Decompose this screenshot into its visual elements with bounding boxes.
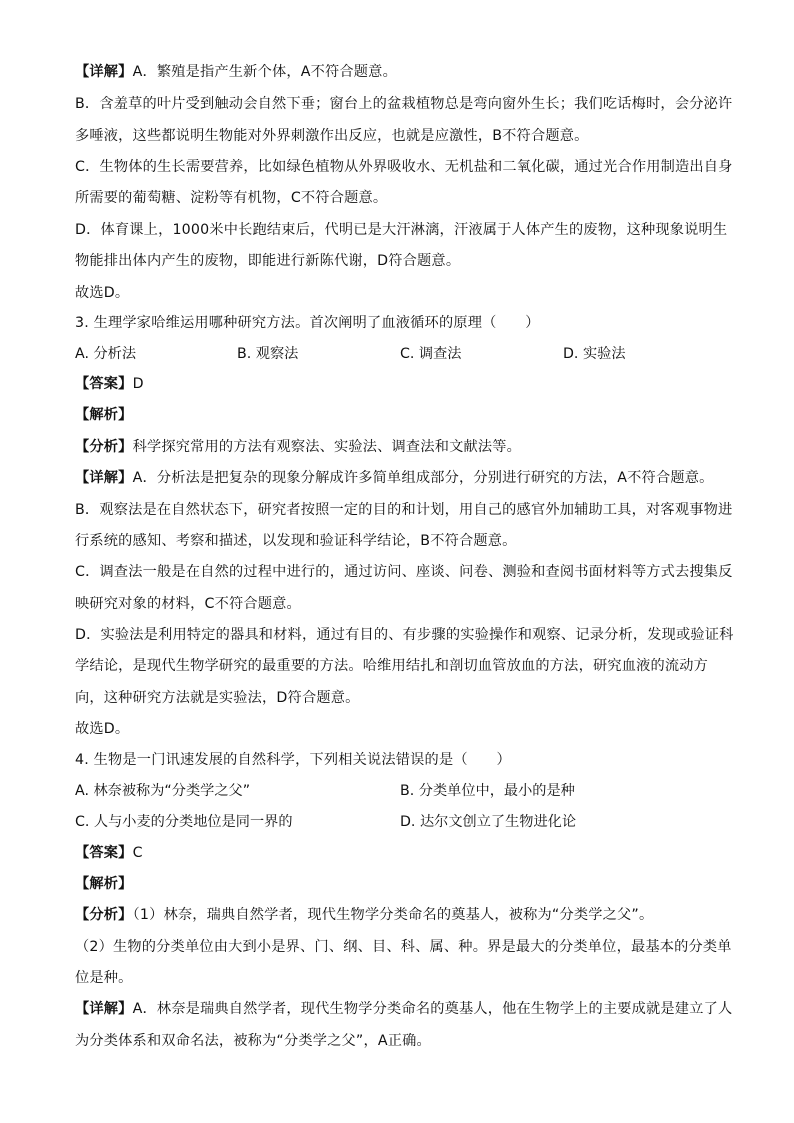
q4-detail-a-line1 bbox=[75, 999, 754, 1019]
q4-detail-a-text: A．林奈是瑞典自然学者，现代生物学分类命名的奠基人，他在生物学上的主要成就是建立了人 bbox=[132, 1001, 733, 1017]
detail-tag: 【详解】 bbox=[75, 1001, 133, 1017]
q3-detail-a-text: A．分析法是把复杂的现象分解成许多简单组成部分，分别进行研究的方法，A不符合题意。 bbox=[132, 470, 714, 486]
q3-stem: 3. 生理学家哈维运用哪种研究方法。首次阐明了血液循环的原理（ ） bbox=[75, 315, 540, 331]
q3-fenxi-text: 科学探究常用的方法有观察法、实验法、调查法和文献法等。 bbox=[132, 439, 522, 455]
fenxi-tag: 【分析】 bbox=[75, 439, 133, 455]
q4-option-c: C. 人与小麦的分类地位是同一界的 bbox=[75, 814, 293, 830]
q4-detail-a-line2: 为分类体系和双命名法，被称为“分类学之父”，A正确。 bbox=[75, 1033, 431, 1049]
answer-tag: 【答案】 bbox=[75, 845, 133, 861]
q3-analysis-heading bbox=[75, 405, 754, 425]
q3-option-b: B. 观察法 bbox=[237, 346, 299, 362]
q4-fenxi-2-line2: 位是种。 bbox=[75, 970, 133, 986]
q3-choose: 故选D。 bbox=[75, 721, 130, 737]
q3-answer bbox=[75, 374, 754, 394]
q3-answer-value: D bbox=[132, 376, 144, 392]
q2-choose: 故选D。 bbox=[75, 285, 130, 301]
analysis-tag: 【解析】 bbox=[75, 876, 133, 892]
q3-detail-c-line1: C．调查法一般是在自然的过程中进行的，通过访问、座谈、问卷、测验和查阅书面材料等方式去搜集反 bbox=[75, 564, 733, 580]
q2-detail-d-line1: D．体育课上，1000米中长跑结束后，代明已是大汗淋漓，汗液属于人体产生的废物，这种现象说明生 bbox=[75, 222, 728, 238]
q4-answer-value: C bbox=[132, 845, 143, 861]
q3-detail-d-line2: 学结论，是现代生物学研究的最重要的方法。哈维用结扎和剖切血管放血的方法，研究血液的流动方 bbox=[75, 658, 709, 674]
q3-detail-b-line1: B．观察法是在自然状态下，研究者按照一定的目的和计划，用自己的感官外加辅助工具，对客观事物进 bbox=[75, 502, 733, 518]
q3-option-c: C. 调查法 bbox=[400, 346, 462, 362]
q2-detail-b-line1: B．含羞草的叶片受到触动会自然下垂；窗台上的盆栽植物总是弯向窗外生长；我们吃话梅时，会分泌许 bbox=[75, 96, 733, 112]
q3-detail-d-line1: D．实验法是利用特定的器具和材料，通过有目的、有步骤的实验操作和观察、记录分析，发现或验证科 bbox=[75, 627, 734, 643]
q3-option-a: A. 分析法 bbox=[75, 346, 137, 362]
fenxi-tag: 【分析】 bbox=[75, 907, 133, 923]
q3-detail-d-line3: 向，这种研究方法就是实验法，D符合题意。 bbox=[75, 690, 360, 706]
detail-tag: 【详解】 bbox=[75, 64, 133, 80]
q3-detail-c-line2: 映研究对象的材料，C不符合题意。 bbox=[75, 596, 301, 612]
answer-tag: 【答案】 bbox=[75, 376, 133, 392]
q4-option-b: B. 分类单位中，最小的是种 bbox=[400, 783, 575, 799]
q4-fenxi-1-text: （1）林奈，瑞典自然学者，现代生物学分类命名的奠基人，被称为“分类学之父”。 bbox=[132, 907, 654, 923]
q3-fenxi bbox=[75, 437, 754, 457]
q2-detail-a bbox=[75, 62, 754, 82]
q4-stem: 4. 生物是一门讯速发展的自然科学，下列相关说法错误的是（ ） bbox=[75, 752, 511, 768]
q4-answer bbox=[75, 843, 754, 863]
q2-detail-a-text: A．繁殖是指产生新个体，A不符合题意。 bbox=[132, 64, 397, 80]
q3-detail-a bbox=[75, 468, 754, 488]
q3-option-d: D. 实验法 bbox=[563, 346, 626, 362]
q3-detail-b-line2: 行系统的感知、考察和描述，以发现和验证科学结论，B不符合题意。 bbox=[75, 533, 517, 549]
q4-analysis-heading bbox=[75, 874, 754, 894]
q4-fenxi-2-line1: （2）生物的分类单位由大到小是界、门、纲、目、科、属、种。界是最大的分类单位，最基本的分类单 bbox=[75, 939, 732, 955]
q4-option-d: D. 达尔文创立了生物进化论 bbox=[400, 814, 577, 830]
detail-tag: 【详解】 bbox=[75, 470, 133, 486]
q4-option-a: A. 林奈被称为“分类学之父” bbox=[75, 783, 251, 799]
q4-fenxi-1 bbox=[75, 905, 754, 925]
q2-detail-b-line2: 多唾液，这些都说明生物能对外界刺激作出反应，也就是应激性，B不符合题意。 bbox=[75, 128, 589, 144]
q2-detail-c-line2: 所需要的葡萄糖、淀粉等有机物，C不符合题意。 bbox=[75, 190, 388, 206]
analysis-tag: 【解析】 bbox=[75, 407, 133, 423]
q2-detail-c-line1: C．生物体的生长需要营养，比如绿色植物从外界吸收水、无机盐和二氧化碳，通过光合作用制造出自身 bbox=[75, 159, 733, 175]
q2-detail-d-line2: 物能排出体内产生的废物，即能进行新陈代谢，D符合题意。 bbox=[75, 253, 461, 269]
